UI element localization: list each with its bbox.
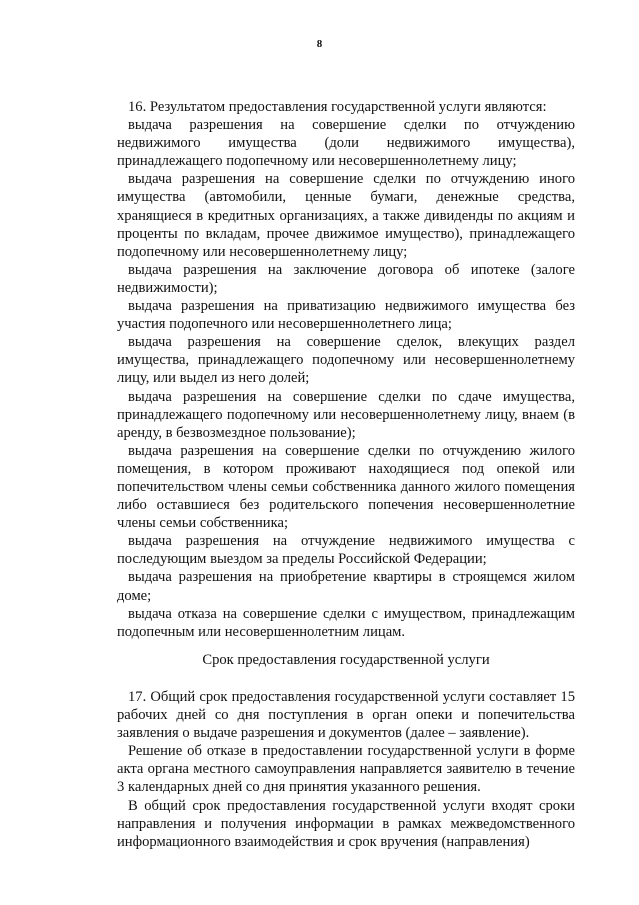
paragraph: выдача разрешения на приватизацию недвижимого имущества без участия подопечного или несовершеннолетнего лица; (117, 298, 575, 333)
paragraph: выдача разрешения на совершение сделок, влекущих раздел имущества, принадлежащего подопечному или несовершеннолетнему лицу, или выдел из него долей; (117, 334, 575, 387)
section-heading: Срок предоставления государственной услуги (202, 652, 490, 668)
paragraph: выдача разрешения на приобретение квартиры в строящемся жилом доме; (117, 569, 575, 604)
page-number: 8 (316, 38, 323, 50)
paragraph: В общий срок предоставления государственной услуги входят сроки направления и получения информации в рамках межведомственного информационного взаимодействия и срок вручения (направления) (117, 797, 575, 850)
paragraph: выдача разрешения на совершение сделки по отчуждению жилого помещения, в котором проживают находящиеся под опекой или попечительством члены семьи собственника данного жилого помещения либо оставшиеся без родительского попечения несовершеннолетние члены семьи собственника; (117, 442, 575, 532)
section-17 (117, 688, 575, 851)
paragraph: выдача разрешения на отчуждение недвижимого имущества с последующим выездом за пределы Российской Федерации; (117, 533, 575, 568)
paragraph: 16. Результатом предоставления государственной услуги являются: (128, 99, 547, 115)
section-16 (117, 98, 575, 641)
paragraph: выдача разрешения на совершение сделки по сдаче имущества, принадлежащего подопечному или несовершеннолетнему лицу, внаем (в аренду, в безвозмездное пользование); (117, 388, 575, 441)
paragraph: выдача разрешения на совершение сделки по отчуждению иного имущества (автомобили, ценные бумаги, денежные средства, хранящиеся в кредитных организациях, а также дивиденды по акциям и проценты по вкладам, прочее движимое имущество), принадлежащего подопечному или несовершеннолетнему лицу; (117, 171, 575, 260)
paragraph: выдача отказа на совершение сделки с имуществом, принадлежащим подопечным или несовершеннолетним лицам. (117, 605, 575, 640)
paragraph: Решение об отказе в предоставлении государственной услуги в форме акта органа местного самоуправления направляется заявителю в течение 3 календарных дней со дня принятия указанного решения. (117, 743, 575, 796)
paragraph: выдача разрешения на совершение сделки по отчуждению недвижимого имущества (доли недвижимого имущества), принадлежащего подопечному или несовершеннолетнему лицу; (117, 117, 575, 170)
paragraph: выдача разрешения на заключение договора об ипотеке (залоге недвижимости); (117, 261, 575, 296)
paragraph: 17. Общий срок предоставления государственной услуги составляет 15 рабочих дней со дня поступления в орган опеки и попечительства заявления о выдаче разрешения и документов (далее – заявление). (117, 689, 575, 742)
